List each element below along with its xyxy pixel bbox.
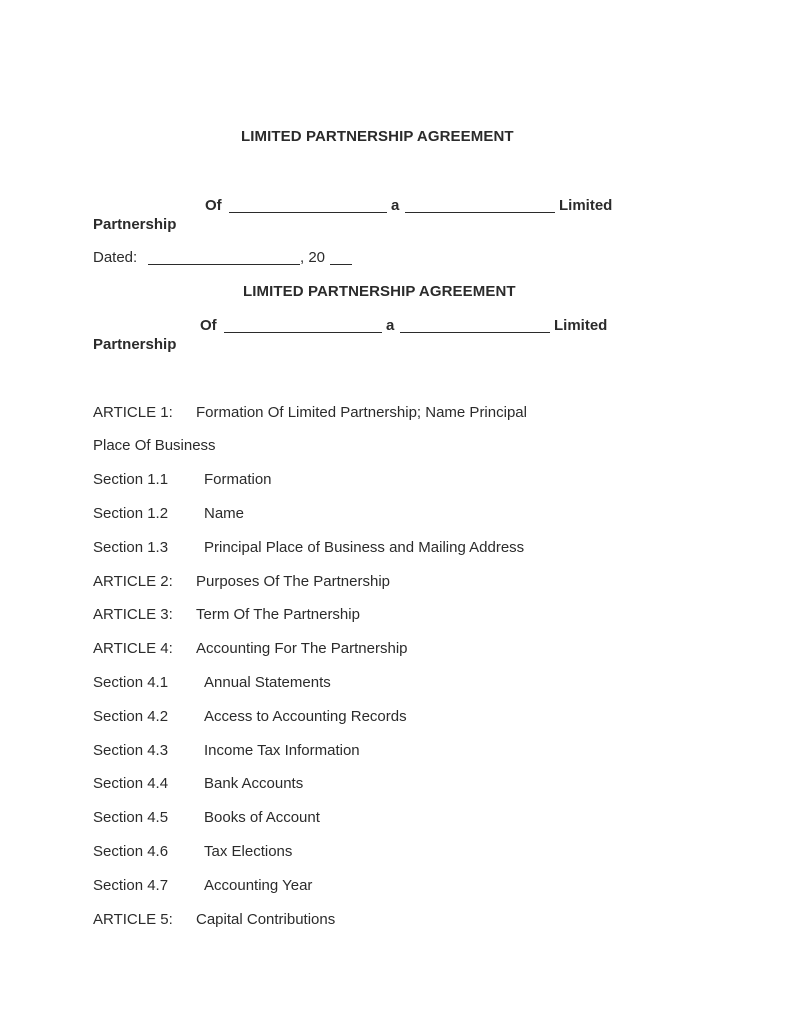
- toc-title: Formation Of Limited Partnership; Name Principal: [196, 404, 527, 421]
- toc-title: Accounting Year: [204, 877, 313, 894]
- toc-title: Tax Elections: [204, 843, 293, 860]
- toc-number: ARTICLE 4:: [93, 640, 173, 657]
- partnership-name-blank[interactable]: [229, 198, 387, 213]
- state-blank-2[interactable]: [400, 318, 550, 333]
- toc-number: Section 4.1: [93, 674, 169, 691]
- state-blank[interactable]: [405, 198, 555, 213]
- toc-number: ARTICLE 2:: [93, 573, 173, 590]
- toc-title: Annual Statements: [204, 674, 331, 691]
- toc-title: Term Of The Partnership: [196, 606, 360, 623]
- date-blank[interactable]: [148, 250, 300, 265]
- toc-number: ARTICLE 3:: [93, 606, 173, 623]
- toc-number: ARTICLE 5:: [93, 911, 173, 928]
- of-label: Of: [205, 197, 222, 214]
- limited-label: Limited: [559, 197, 613, 214]
- dated-label: Dated:: [93, 249, 138, 266]
- toc-number: Section 1.1: [93, 471, 169, 488]
- toc-title: Place Of Business: [93, 437, 216, 454]
- toc-number: Section 4.5: [93, 809, 169, 826]
- partnership-name-blank-2[interactable]: [224, 318, 382, 333]
- toc-title: Formation: [204, 471, 272, 488]
- toc-title: Bank Accounts: [204, 775, 304, 792]
- toc-title: Purposes Of The Partnership: [196, 573, 390, 590]
- toc-number: Section 4.7: [93, 877, 169, 894]
- year-blank[interactable]: [330, 250, 352, 265]
- document-title-repeat: LIMITED PARTNERSHIP AGREEMENT: [243, 283, 516, 300]
- toc-title: Income Tax Information: [204, 742, 360, 759]
- document-title: LIMITED PARTNERSHIP AGREEMENT: [241, 128, 514, 145]
- a-label-2: a: [386, 317, 395, 334]
- toc-title: Access to Accounting Records: [204, 708, 407, 725]
- limited-label-2: Limited: [554, 317, 608, 334]
- toc-number: Section 4.2: [93, 708, 169, 725]
- toc-number: Section 4.6: [93, 843, 169, 860]
- year-prefix: , 20: [300, 249, 326, 266]
- toc-title: Books of Account: [204, 809, 320, 826]
- of-label-2: Of: [200, 317, 217, 334]
- toc-number: Section 1.3: [93, 539, 169, 556]
- toc-title: Principal Place of Business and Mailing Address: [204, 539, 525, 556]
- toc-number: Section 4.4: [93, 775, 169, 792]
- toc-title: Name: [204, 505, 245, 522]
- toc-title: Capital Contributions: [196, 911, 336, 928]
- partnership-label-2: Partnership: [93, 336, 177, 353]
- toc-number: ARTICLE 1:: [93, 404, 173, 421]
- toc-title: Accounting For The Partnership: [196, 640, 408, 657]
- toc-number: Section 4.3: [93, 742, 169, 759]
- a-label: a: [391, 197, 400, 214]
- partnership-label: Partnership: [93, 216, 177, 233]
- toc-number: Section 1.2: [93, 505, 169, 522]
